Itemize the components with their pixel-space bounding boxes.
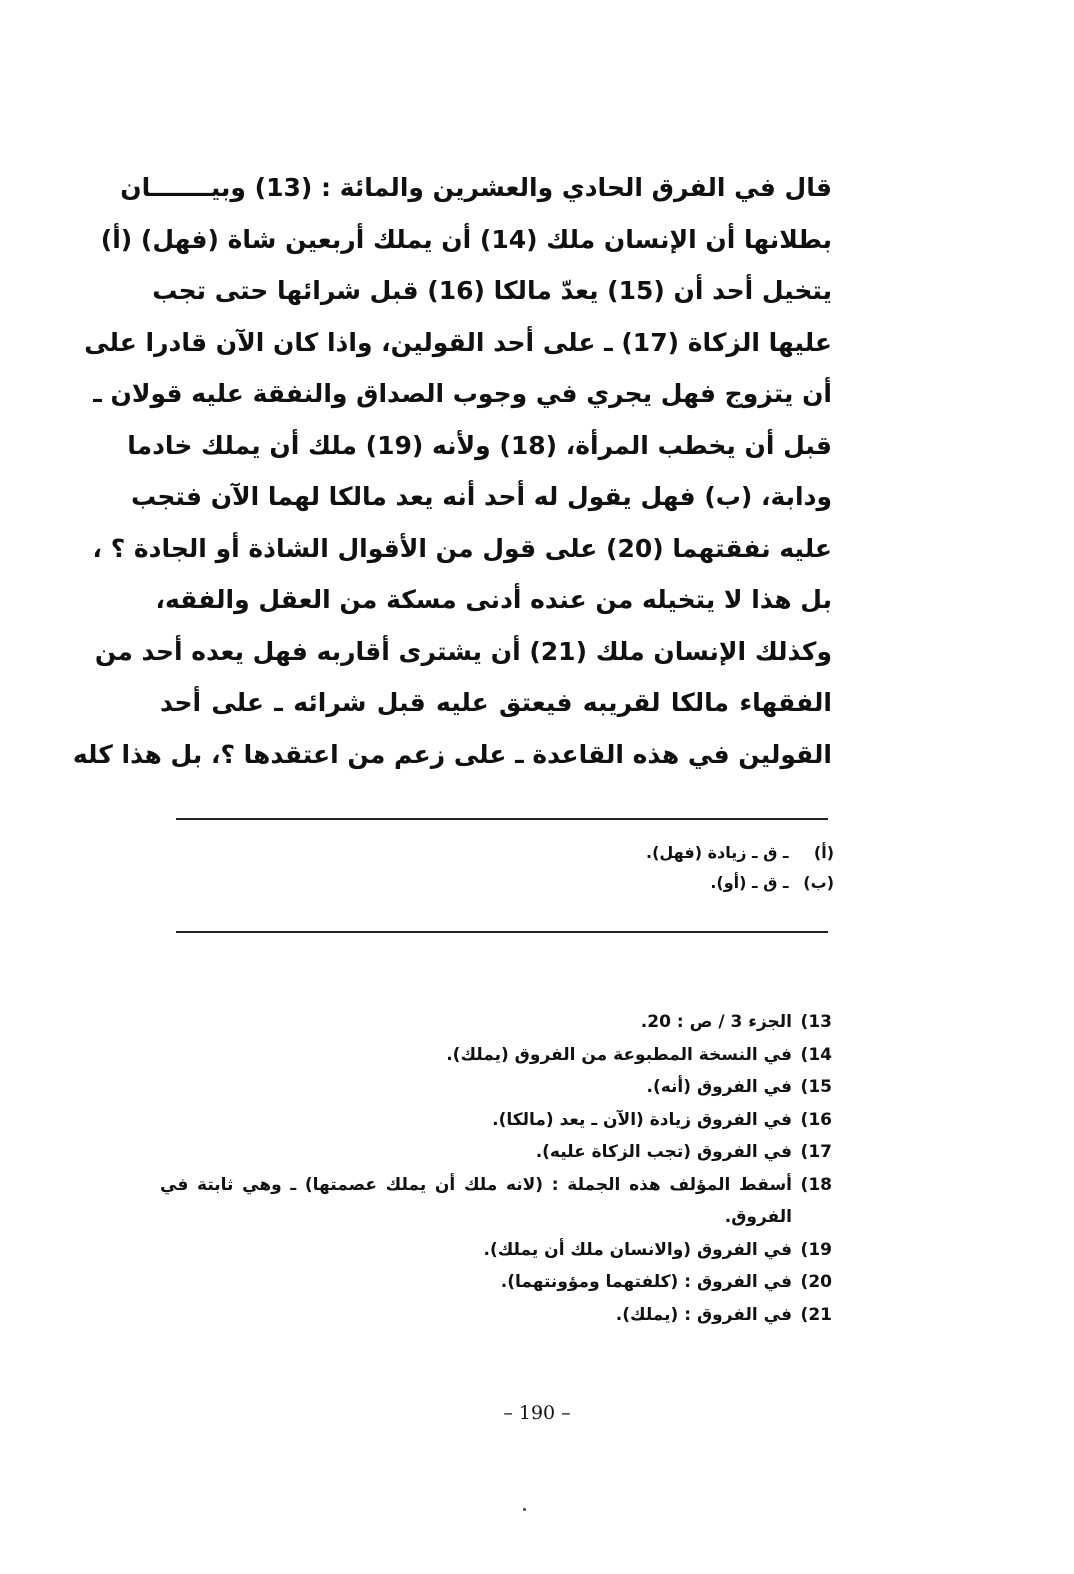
footnote-text: في الفروق (تجب الزكاة عليه). bbox=[535, 1142, 792, 1162]
main-text-line: أن يتزوج فهل يجري في وجوب الصداق والنفقة عليه قولان ـ bbox=[93, 379, 832, 408]
main-text-line: بطلانها أن الإنسان ملك (14) أن يملك أربعين شاة (فهل) (أ) bbox=[100, 224, 832, 254]
variant-note bbox=[334, 838, 834, 868]
footnote-text: في الفروق (أنه). bbox=[646, 1077, 792, 1097]
variants-top-divider bbox=[176, 818, 828, 820]
page-number: – 190 – bbox=[503, 1402, 571, 1424]
footnote-text: أسقط المؤلف هذه الجملة : (لانه ملك أن يملك عصمتها) ـ وهي ثابتة في الفروق. bbox=[160, 1174, 792, 1227]
footnote-number: 15) bbox=[800, 1077, 832, 1097]
main-text-line: ودابة، (ب) فهل يقول له أحد أنه يعد مالكا لهما الآن فتجب bbox=[130, 482, 832, 511]
footnote bbox=[160, 1266, 832, 1299]
footnote-number: 14) bbox=[800, 1044, 832, 1065]
variants-bottom-divider bbox=[176, 931, 828, 933]
footnote-text: في الفروق زيادة (الآن ـ يعد (مالكا). bbox=[492, 1109, 792, 1130]
footnote-text: في الفروق : (كلفتهما ومؤونتهما). bbox=[500, 1272, 792, 1292]
variant-text: ـ ق ـ زيادة (فهل). bbox=[645, 843, 789, 862]
footnote-text: في النسخة المطبوعة من الفروق (يملك). bbox=[446, 1044, 792, 1065]
variant-mark: (أ) bbox=[813, 843, 834, 862]
footnote-number: 21) bbox=[800, 1304, 832, 1325]
main-text-line: عليه نفقتهما (20) على قول من الأقوال الشاذة أو الجادة ؟ ، bbox=[92, 533, 832, 563]
footnote-text: في الفروق : (يملك). bbox=[615, 1304, 792, 1325]
footnotes-list bbox=[160, 1006, 832, 1331]
footnote bbox=[160, 1006, 832, 1039]
footnote bbox=[160, 1234, 832, 1267]
main-text-line: قال في الفرق الحادي والعشرين والمائة : (13) وبيـــــــان bbox=[120, 173, 832, 202]
footnote-text: في الفروق (والانسان ملك أن يملك). bbox=[483, 1239, 792, 1260]
main-text-block bbox=[72, 162, 832, 780]
footnote bbox=[160, 1071, 832, 1104]
footnote-number: 13) bbox=[800, 1012, 832, 1032]
footnote bbox=[160, 1299, 832, 1332]
footnote-number: 20) bbox=[800, 1272, 832, 1292]
footnote bbox=[160, 1136, 832, 1169]
main-text-line: بل هذا لا يتخيله من عنده أدنى مسكة من العقل والفقه، bbox=[155, 585, 832, 614]
variant-text: ـ ق ـ (أو). bbox=[710, 873, 789, 892]
footnote bbox=[160, 1039, 832, 1072]
manuscript-variants bbox=[334, 838, 834, 898]
footnote bbox=[160, 1104, 832, 1137]
footnote-number: 17) bbox=[800, 1142, 832, 1162]
footnote-text: الجزء 3 / ص : 20. bbox=[640, 1012, 792, 1032]
main-text-line: يتخيل أحد أن (15) يعدّ مالكا (16) قبل شرائها حتى تجب bbox=[152, 276, 832, 305]
main-text-line: عليها الزكاة (17) ـ على أحد القولين، واذا كان الآن قادرا على bbox=[84, 327, 832, 357]
footnote bbox=[160, 1169, 832, 1234]
main-text-line: الفقهاء مالكا لقريبه فيعتق عليه قبل شرائه ـ على أحد bbox=[160, 688, 832, 717]
variant-note bbox=[334, 868, 834, 898]
scan-speck bbox=[523, 1508, 526, 1511]
main-text-line: وكذلك الإنسان ملك (21) أن يشترى أقاربه فهل يعده أحد من bbox=[94, 636, 832, 666]
main-text-line: قبل أن يخطب المرأة، (18) ولأنه (19) ملك أن يملك خادما bbox=[127, 430, 832, 460]
footnote-number: 19) bbox=[800, 1239, 832, 1260]
main-text-line: القولين في هذه القاعدة ـ على زعم من اعتقدها ؟، بل هذا كله bbox=[72, 739, 832, 769]
footnote-number: 18) bbox=[800, 1174, 832, 1195]
footnote-number: 16) bbox=[800, 1109, 832, 1130]
variant-mark: (ب) bbox=[803, 873, 834, 892]
